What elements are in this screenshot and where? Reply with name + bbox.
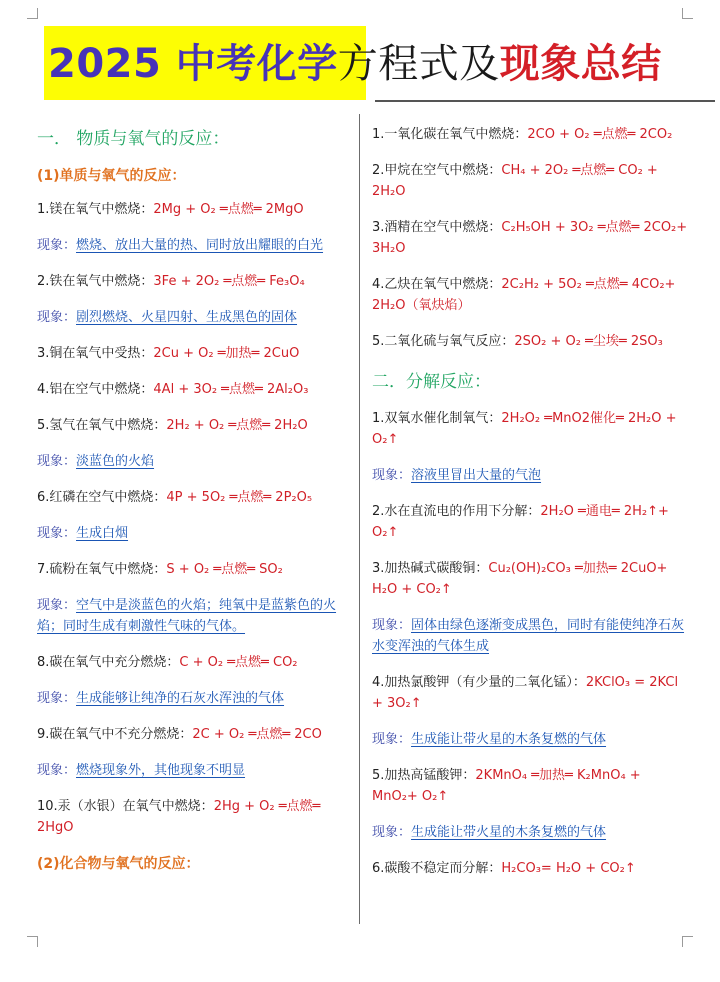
crop-mark-bottom-left <box>27 936 38 947</box>
phenomenon-item <box>37 595 347 637</box>
section-heading: 一． 物质与氧气的反应： <box>37 129 230 149</box>
equation: S + O₂ ═点燃═ SO₂ <box>166 562 283 577</box>
reaction-question: 8.碳在氧气中充分燃烧： <box>37 655 180 670</box>
reaction-item <box>372 501 690 543</box>
reaction-question: 3.酒精在空气中燃烧： <box>372 220 502 235</box>
equation: 2H₂ + O₂ ═点燃═ 2H₂O <box>166 418 308 433</box>
equation: 4Al + 3O₂ ═点燃═ 2Al₂O₃ <box>153 382 309 397</box>
crop-mark-bottom-right <box>682 936 693 947</box>
subsection-heading: (2)化合物与氧气的反应： <box>37 856 200 872</box>
reaction-question: 2.水在直流电的作用下分解： <box>372 504 541 519</box>
reaction-item <box>37 415 347 436</box>
phenomenon-text: 固体由绿色逐渐变成黑色，同时有能使纯净石灰水变浑浊的气体生成 <box>372 618 685 654</box>
reaction-question: 3.加热碱式碳酸铜： <box>372 561 489 576</box>
phenomenon-label: 现象： <box>37 526 77 541</box>
phenomenon-text: 剧烈燃烧、火星四射、生成黑色的固体 <box>76 310 298 325</box>
phenomenon-label: 现象： <box>37 238 77 253</box>
phenomenon-item <box>372 615 690 657</box>
equation: 4P + 5O₂ ═点燃═ 2P₂O₅ <box>166 490 313 505</box>
crop-mark-top-left <box>27 8 38 19</box>
equation: 2H₂O ═通电═ 2H₂↑+ O₂↑ <box>372 504 669 540</box>
equation: 2C + O₂ ═点燃═ 2CO <box>192 727 322 742</box>
reaction-question: 2.甲烷在空气中燃烧： <box>372 163 502 178</box>
phenomenon-text: 生成能让带火星的木条复燃的气体 <box>411 825 607 840</box>
reaction-item <box>372 858 690 879</box>
reaction-item <box>372 124 690 145</box>
phenomenon-item <box>372 729 690 750</box>
reaction-question: 9.碳在氧气中不充分燃烧： <box>37 727 193 742</box>
reaction-item <box>37 652 347 673</box>
reaction-item <box>37 199 347 220</box>
phenomenon-label: 现象： <box>372 825 412 840</box>
reaction-question: 1.一氧化碳在氧气中燃烧： <box>372 127 528 142</box>
phenomenon-text: 生成能够让纯净的石灰水浑浊的气体 <box>76 691 285 706</box>
phenomenon-label: 现象： <box>37 691 77 706</box>
column-divider <box>359 114 360 924</box>
phenomenon-label: 现象： <box>372 618 412 633</box>
reaction-item <box>37 724 347 745</box>
equation: 2CO + O₂ ═点燃═ 2CO₂ <box>527 127 673 142</box>
equation: C + O₂ ═点燃═ CO₂ <box>179 655 298 670</box>
equation: 3Fe + 2O₂ ═点燃═ Fe₃O₄ <box>153 274 305 289</box>
reaction-item <box>372 160 690 202</box>
reaction-item <box>372 408 690 450</box>
reaction-item <box>372 217 690 259</box>
phenomenon-item <box>37 451 347 472</box>
phenomenon-label: 现象： <box>37 763 77 778</box>
equation: 2Cu + O₂ ═加热═ 2CuO <box>153 346 300 361</box>
reaction-item <box>372 765 690 807</box>
phenomenon-text: 空气中是淡蓝色的火焰；纯氧中是蓝紫色的火焰；同时生成有刺激性气味的气体。 <box>37 598 337 634</box>
title-part-1: 2025 中考化学 <box>48 41 338 87</box>
equation: 2SO₂ + O₂ ═尘埃═ 2SO₃ <box>514 334 663 349</box>
equation: C₂H₅OH + 3O₂ ═点燃═ 2CO₂+ 3H₂O <box>372 220 688 256</box>
phenomenon-label: 现象： <box>372 732 412 747</box>
reaction-question: 3.铜在氧气中受热： <box>37 346 154 361</box>
equation: 2KMnO₄ ═加热═ K₂MnO₄ + MnO₂+ O₂↑ <box>372 768 641 804</box>
phenomenon-item <box>37 760 347 781</box>
phenomenon-text: 淡蓝色的火焰 <box>76 454 155 469</box>
reaction-item <box>372 558 690 600</box>
reaction-question: 6.碳酸不稳定而分解： <box>372 861 502 876</box>
subsection-heading: (1)单质与氧气的反应： <box>37 168 186 184</box>
title-underline <box>375 100 715 102</box>
reaction-item <box>37 379 347 400</box>
reaction-question: 6.红磷在空气中燃烧： <box>37 490 167 505</box>
equation: 2Hg + O₂ ═点燃═ 2HgO <box>37 799 321 835</box>
reaction-item <box>372 274 690 316</box>
phenomenon-text: 溶液里冒出大量的气泡 <box>411 468 542 483</box>
phenomenon-label: 现象： <box>372 468 412 483</box>
phenomenon-label: 现象： <box>37 454 77 469</box>
title-part-2: 方程式及 <box>337 41 500 87</box>
equation: 2H₂O₂ ═MnO2催化═ 2H₂O + O₂↑ <box>372 411 677 447</box>
phenomenon-text: 燃烧现象外，其他现象不明显 <box>76 763 246 778</box>
reaction-question: 1.镁在氧气中燃烧： <box>37 202 154 217</box>
reaction-question: 4.加热氯酸钾（有少量的二氧化锰）： <box>372 675 586 690</box>
reaction-question: 5.二氧化硫与氧气反应： <box>372 334 515 349</box>
reaction-item <box>37 487 347 508</box>
page-title <box>48 32 662 89</box>
reaction-item <box>37 343 347 364</box>
reaction-item <box>372 331 690 352</box>
equation: H₂CO₃= H₂O + CO₂↑ <box>501 861 636 876</box>
phenomenon-text: 生成白烟 <box>76 526 129 541</box>
left-column <box>37 124 347 887</box>
phenomenon-item <box>372 465 690 486</box>
reaction-item <box>37 796 347 838</box>
section-heading: 二．分解反应： <box>372 372 491 392</box>
reaction-item <box>37 271 347 292</box>
title-block <box>40 24 680 100</box>
reaction-item <box>37 559 347 580</box>
equation: 2Mg + O₂ ═点燃═ 2MgO <box>153 202 304 217</box>
reaction-question: 4.铝在空气中燃烧： <box>37 382 154 397</box>
phenomenon-item <box>37 523 347 544</box>
phenomenon-label: 现象： <box>37 310 77 325</box>
equation: 2KClO₃ = 2KCl + 3O₂↑ <box>372 675 679 711</box>
phenomenon-text: 生成能让带火星的木条复燃的气体 <box>411 732 607 747</box>
right-column <box>372 124 690 894</box>
crop-mark-top-right <box>682 8 693 19</box>
reaction-question: 10.汞（水银）在氧气中燃烧： <box>37 799 214 814</box>
phenomenon-item <box>372 822 690 843</box>
reaction-question: 7.硫粉在氧气中燃烧： <box>37 562 167 577</box>
phenomenon-item <box>37 307 347 328</box>
equation: CH₄ + 2O₂ ═点燃═ CO₂ + 2H₂O <box>372 163 658 199</box>
phenomenon-item <box>37 235 347 256</box>
equation: Cu₂(OH)₂CO₃ ═加热═ 2CuO+ H₂O + CO₂↑ <box>372 561 668 597</box>
reaction-question: 5.加热高锰酸钾： <box>372 768 476 783</box>
title-part-3: 现象总结 <box>499 41 662 87</box>
reaction-question: 4.乙炔在氧气中燃烧： <box>372 277 502 292</box>
phenomenon-label: 现象： <box>37 598 77 613</box>
equation: 2C₂H₂ + 5O₂ ═点燃═ 4CO₂+ 2H₂O（氧炔焰） <box>372 277 676 313</box>
reaction-question: 5.氢气在氧气中燃烧： <box>37 418 167 433</box>
reaction-question: 1.双氧水催化制氧气： <box>372 411 502 426</box>
reaction-item <box>372 672 690 714</box>
reaction-question: 2.铁在氧气中燃烧： <box>37 274 154 289</box>
phenomenon-text: 燃烧、放出大量的热、同时放出耀眼的白光 <box>76 238 324 253</box>
phenomenon-item <box>37 688 347 709</box>
